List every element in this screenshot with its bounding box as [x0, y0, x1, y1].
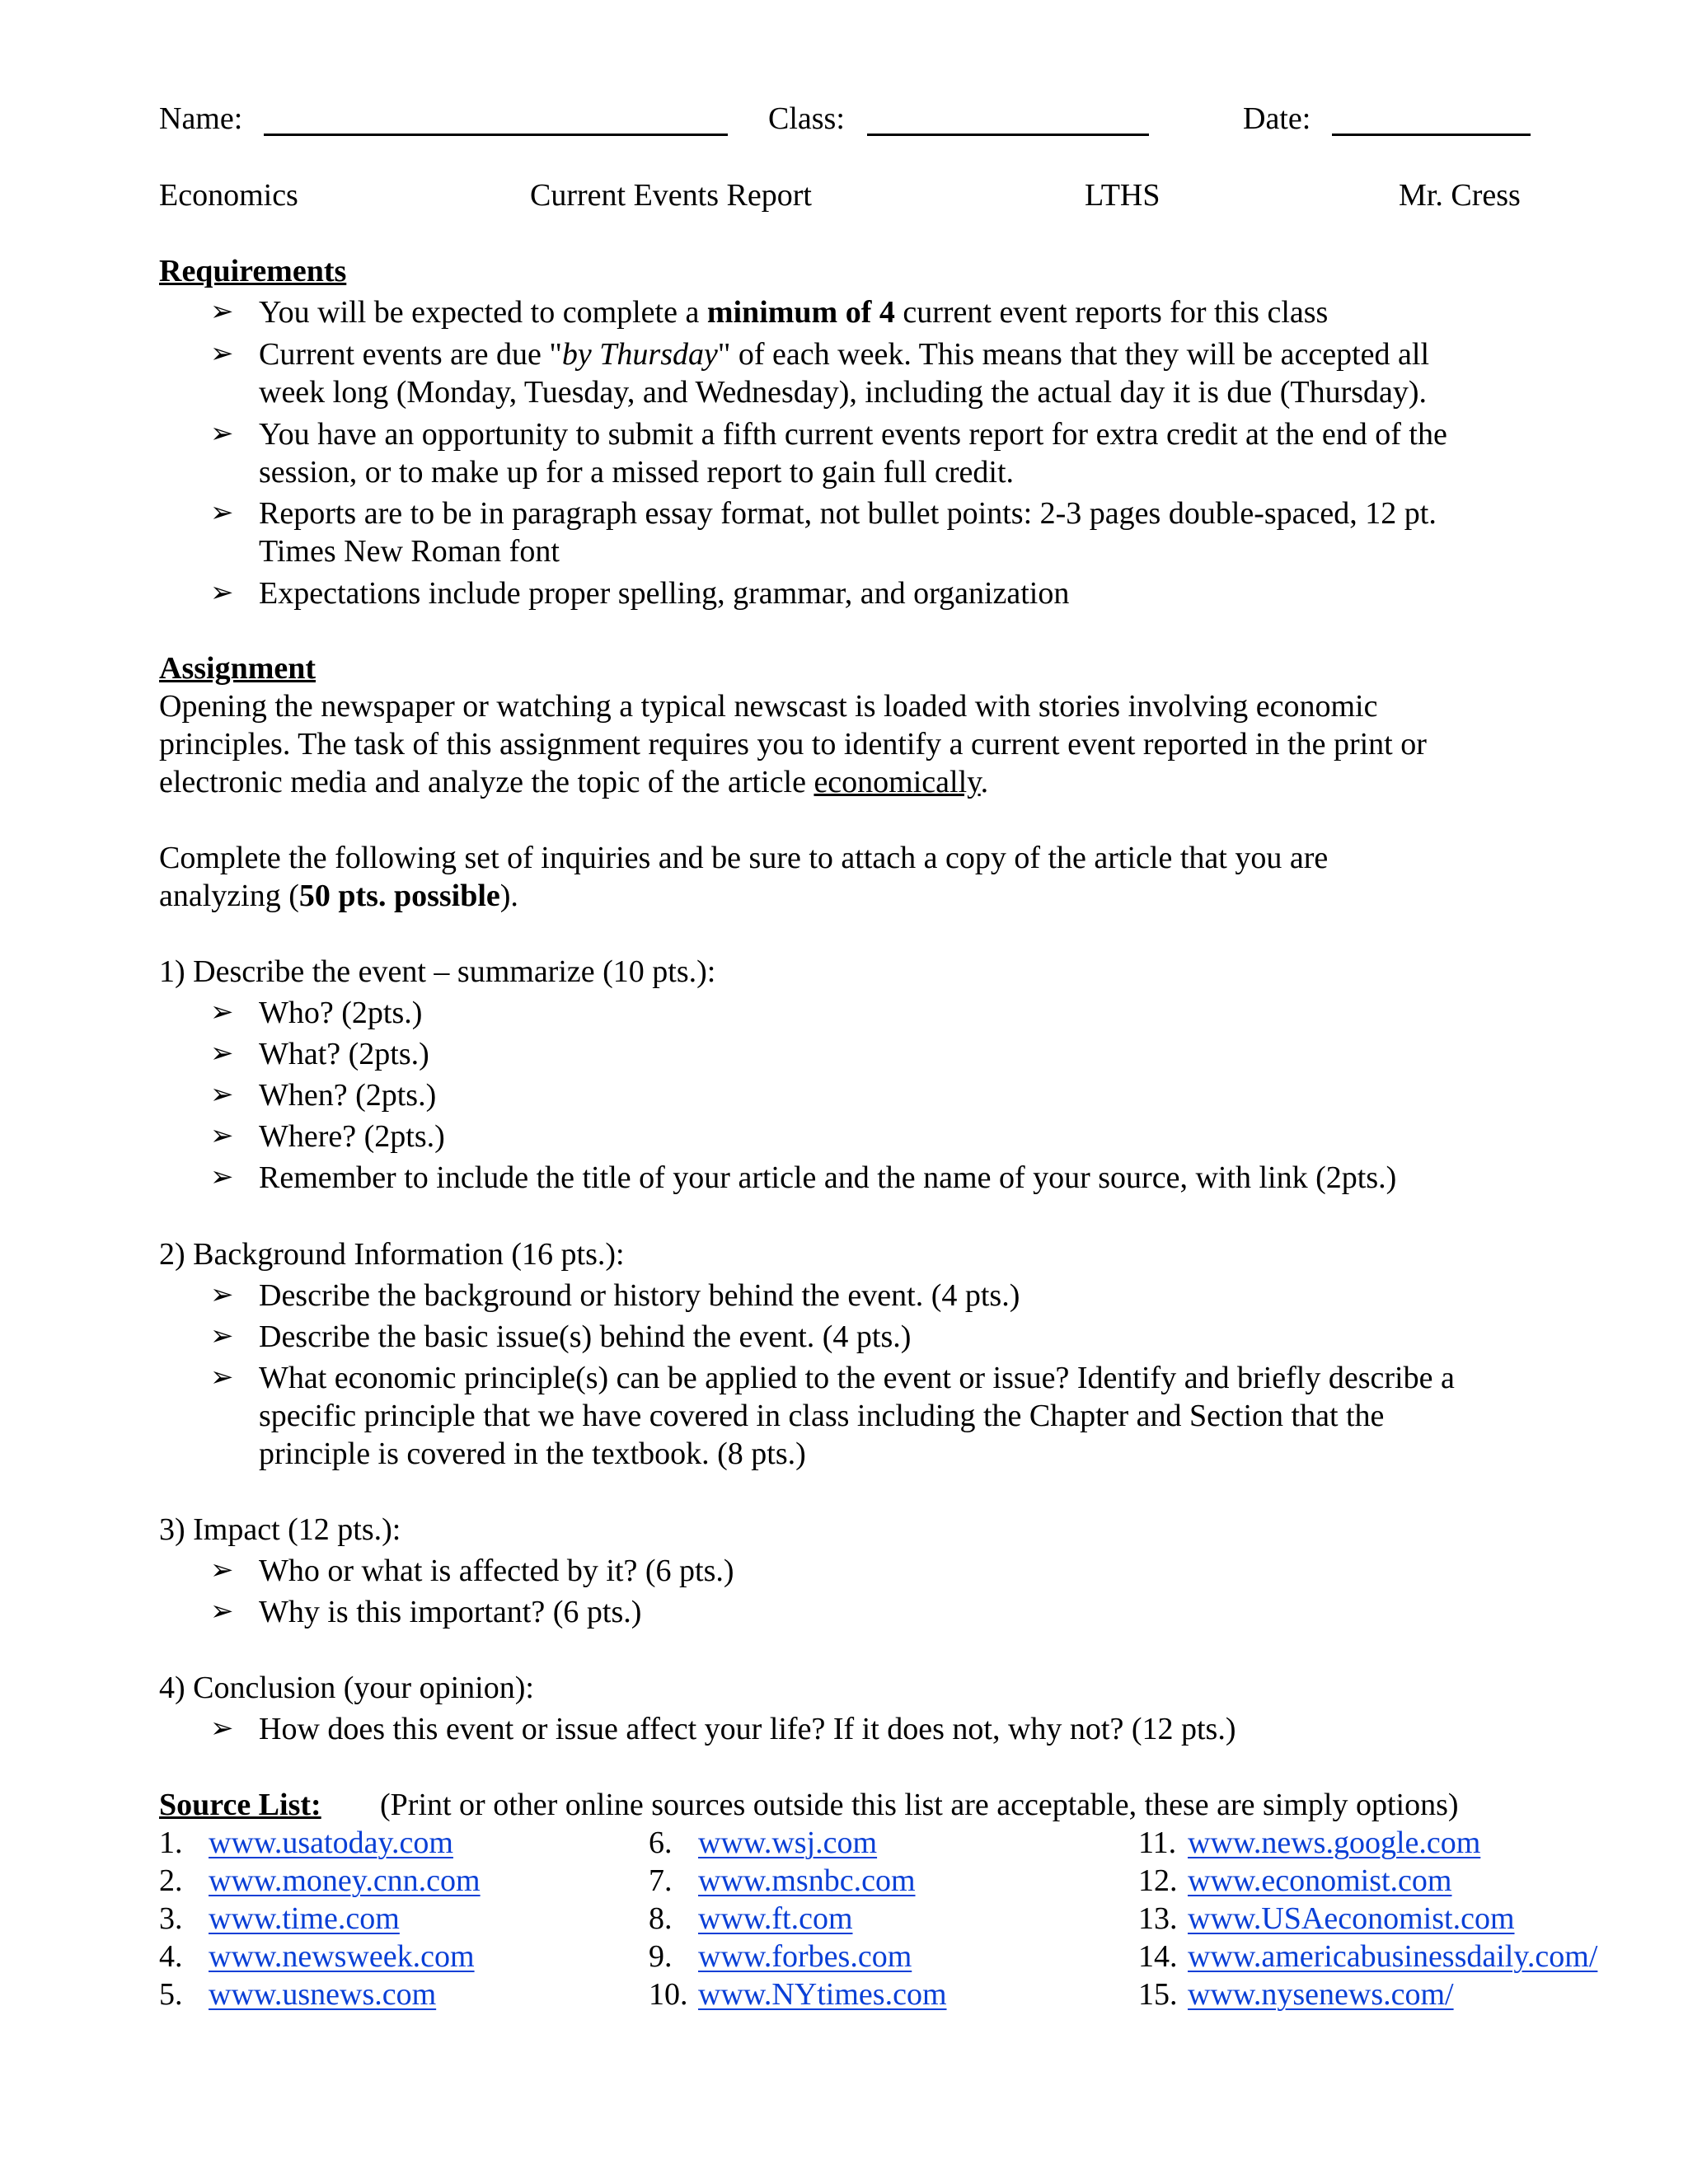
source-number: 4.	[159, 1939, 183, 1974]
source-number: 6.	[649, 1825, 673, 1860]
source-link[interactable]: www.economist.com	[1188, 1863, 1452, 1898]
source-number: 15.	[1138, 1977, 1178, 2012]
source-link[interactable]: www.wsj.com	[698, 1825, 878, 1860]
arrowhead-bullet-icon: ➢	[210, 1595, 234, 1628]
document-title: Current Events Report	[530, 178, 812, 213]
arrowhead-bullet-icon: ➢	[210, 996, 234, 1029]
source-number: 1.	[159, 1825, 183, 1860]
source-link[interactable]: www.NYtimes.com	[698, 1977, 947, 2012]
section-4-item: How does this event or issue affect your life? If it does not, why not? (12 pts.)	[259, 1712, 1236, 1746]
source-link[interactable]: www.forbes.com	[698, 1939, 912, 1974]
source-number: 7.	[649, 1863, 673, 1898]
assignment-paragraph-2-line-2: analyzing (50 pts. possible).	[159, 879, 518, 913]
arrowhead-bullet-icon: ➢	[210, 1119, 234, 1152]
source-link[interactable]: www.americabusinessdaily.com/	[1188, 1939, 1598, 1974]
section-1-item: Who? (2pts.)	[259, 996, 423, 1030]
date-blank[interactable]	[1332, 134, 1531, 136]
source-number: 13.	[1138, 1901, 1178, 1936]
assignment-heading: Assignment	[159, 651, 316, 686]
section-2-item-3-line-1: What economic principle(s) can be applied to the event or issue? Identify and briefly describe a	[259, 1361, 1455, 1395]
source-link[interactable]: www.msnbc.com	[698, 1863, 916, 1898]
arrowhead-bullet-icon: ➢	[210, 576, 234, 609]
section-1-item: Where? (2pts.)	[259, 1119, 445, 1154]
section-2-title: 2) Background Information (16 pts.):	[159, 1237, 625, 1272]
source-number: 9.	[649, 1939, 673, 1974]
arrowhead-bullet-icon: ➢	[210, 1361, 234, 1394]
arrowhead-bullet-icon: ➢	[210, 337, 234, 370]
requirement-2-line-2: week long (Monday, Tuesday, and Wednesday), including the actual day it is due (Thursday).	[259, 375, 1428, 410]
source-number: 2.	[159, 1863, 183, 1898]
source-number: 3.	[159, 1901, 183, 1936]
class-label: Class:	[768, 101, 845, 136]
arrowhead-bullet-icon: ➢	[210, 496, 234, 529]
source-link[interactable]: www.nysenews.com/	[1188, 1977, 1454, 2012]
section-3-item: Why is this important? (6 pts.)	[259, 1595, 642, 1629]
source-link[interactable]: www.time.com	[209, 1901, 400, 1936]
requirement-5: Expectations include proper spelling, grammar, and organization	[259, 576, 1070, 611]
section-2-item-2: Describe the basic issue(s) behind the event. (4 pts.)	[259, 1319, 912, 1354]
section-2-item-3-line-2: specific principle that we have covered in class including the Chapter and Section that the	[259, 1399, 1385, 1433]
section-1-title: 1) Describe the event – summarize (10 pts.):	[159, 954, 716, 989]
class-blank[interactable]	[867, 134, 1149, 136]
source-link[interactable]: www.usatoday.com	[209, 1825, 453, 1860]
requirement-1: You will be expected to complete a minimum of 4 current event reports for this class	[259, 295, 1329, 330]
section-2-item-3-line-3: principle is covered in the textbook. (8 pts.)	[259, 1436, 806, 1471]
school-name: LTHS	[1085, 178, 1160, 213]
section-1-item: What? (2pts.)	[259, 1037, 429, 1071]
requirement-3-line-2: session, or to make up for a missed report to gain full credit.	[259, 455, 1015, 490]
source-link[interactable]: www.usnews.com	[209, 1977, 437, 2012]
requirement-4-line-1: Reports are to be in paragraph essay format, not bullet points: 2-3 pages double-spaced, 12 pt.	[259, 496, 1437, 531]
source-number: 10.	[649, 1977, 688, 2012]
assignment-paragraph-1-line-2: principles. The task of this assignment requires you to identify a current event reported in the print or	[159, 727, 1427, 762]
source-link[interactable]: www.ft.com	[698, 1901, 853, 1936]
requirement-3-line-1: You have an opportunity to submit a fifth current events report for extra credit at the end of the	[259, 417, 1447, 452]
section-1-item: Remember to include the title of your article and the name of your source, with link (2pts.)	[259, 1160, 1397, 1195]
requirements-heading: Requirements	[159, 254, 347, 288]
source-number: 14.	[1138, 1939, 1178, 1974]
assignment-paragraph-2-line-1: Complete the following set of inquiries and be sure to attach a copy of the article that you are	[159, 841, 1329, 875]
requirement-4-line-2: Times New Roman font	[259, 534, 560, 569]
arrowhead-bullet-icon: ➢	[210, 1712, 234, 1745]
source-list-heading: Source List:	[159, 1788, 321, 1822]
requirement-2-line-1: Current events are due "by Thursday" of each week. This means that they will be accepted all	[259, 337, 1430, 372]
source-number: 11.	[1138, 1825, 1177, 1860]
section-1-item: When? (2pts.)	[259, 1078, 437, 1113]
source-link[interactable]: www.USAeconomist.com	[1188, 1901, 1515, 1936]
date-label: Date:	[1243, 101, 1311, 136]
source-number: 5.	[159, 1977, 183, 2012]
arrowhead-bullet-icon: ➢	[210, 1078, 234, 1111]
section-4-title: 4) Conclusion (your opinion):	[159, 1671, 534, 1705]
arrowhead-bullet-icon: ➢	[210, 1037, 234, 1070]
source-number: 8.	[649, 1901, 673, 1936]
source-list-note: (Print or other online sources outside this list are acceptable, these are simply options)	[380, 1788, 1459, 1822]
arrowhead-bullet-icon: ➢	[210, 1278, 234, 1311]
teacher-name: Mr. Cress	[1399, 178, 1521, 213]
course-name: Economics	[159, 178, 298, 213]
section-3-title: 3) Impact (12 pts.):	[159, 1512, 401, 1547]
source-link[interactable]: www.money.cnn.com	[209, 1863, 481, 1898]
name-blank[interactable]	[264, 134, 728, 136]
arrowhead-bullet-icon: ➢	[210, 295, 234, 328]
assignment-paragraph-1-line-3: electronic media and analyze the topic of the article economically.	[159, 765, 989, 799]
section-3-item: Who or what is affected by it? (6 pts.)	[259, 1554, 734, 1588]
assignment-paragraph-1-line-1: Opening the newspaper or watching a typical newscast is loaded with stories involving economic	[159, 689, 1378, 724]
source-link[interactable]: www.newsweek.com	[209, 1939, 475, 1974]
arrowhead-bullet-icon: ➢	[210, 417, 234, 450]
section-2-item-1: Describe the background or history behind the event. (4 pts.)	[259, 1278, 1020, 1313]
source-link[interactable]: www.news.google.com	[1188, 1825, 1481, 1860]
arrowhead-bullet-icon: ➢	[210, 1160, 234, 1193]
arrowhead-bullet-icon: ➢	[210, 1319, 234, 1352]
arrowhead-bullet-icon: ➢	[210, 1554, 234, 1586]
name-label: Name:	[159, 101, 243, 136]
source-number: 12.	[1138, 1863, 1178, 1898]
